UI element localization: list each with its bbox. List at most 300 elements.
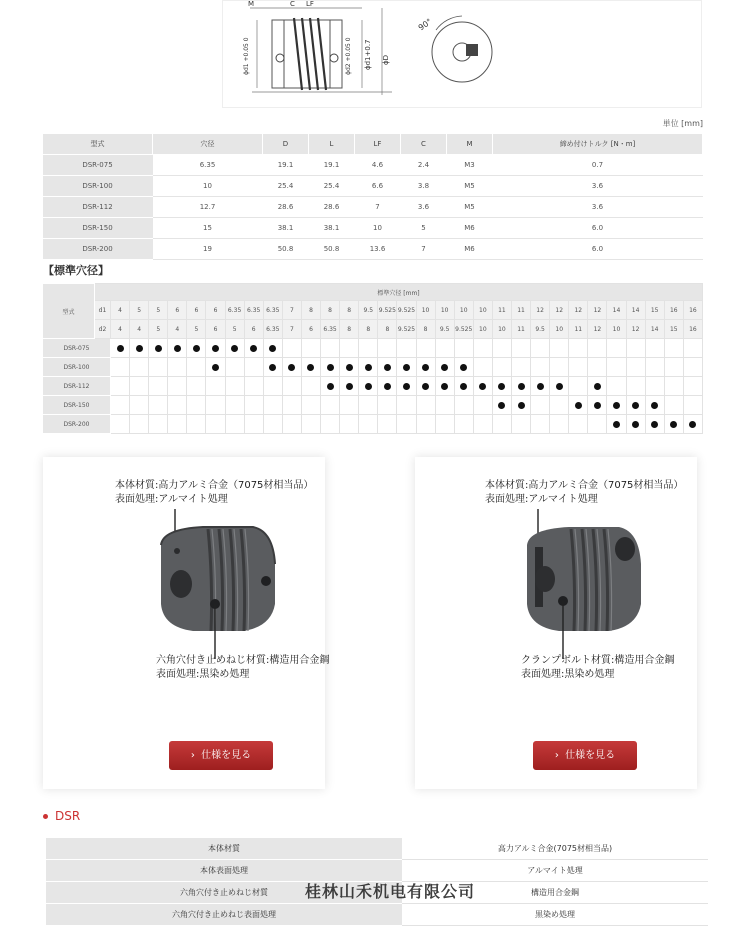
bore-cell [111, 358, 130, 377]
bore-cell [340, 358, 359, 377]
spec-cell: 6.35 [153, 155, 263, 176]
bore-cell [531, 358, 550, 377]
bore-cell [225, 415, 244, 434]
bore-d1-value: 12 [588, 301, 607, 320]
bore-cell [626, 415, 645, 434]
spec-cell: 5 [401, 218, 447, 239]
bore-d1-value: 12 [569, 301, 588, 320]
bore-d2-value: 16 [683, 320, 702, 339]
bore-cell [244, 339, 263, 358]
bore-cell [607, 377, 626, 396]
bore-d1-label: d1 [95, 301, 111, 320]
bore-cell [168, 339, 187, 358]
bore-d2-value: 8 [359, 320, 378, 339]
bore-cell [492, 358, 511, 377]
bore-d2-value: 8 [378, 320, 397, 339]
bore-cell [550, 415, 569, 434]
bore-cell [435, 339, 454, 358]
bore-cell [683, 396, 702, 415]
bore-cell [492, 415, 511, 434]
bore-d1-value: 9.525 [378, 301, 397, 320]
spec-header-0: 型式 [43, 134, 153, 155]
available-dot-icon [632, 402, 639, 409]
bore-d1-value: 12 [531, 301, 550, 320]
bore-d2-row [43, 320, 703, 339]
bore-cell [263, 396, 282, 415]
bore-d2-value: 10 [492, 320, 511, 339]
available-dot-icon [193, 345, 200, 352]
available-dot-icon [537, 383, 544, 390]
available-dot-icon [403, 383, 410, 390]
bore-cell [225, 339, 244, 358]
bore-cell [111, 415, 130, 434]
watermark-text: 桂林山禾机电有限公司 [305, 882, 476, 901]
bore-cell [130, 377, 149, 396]
table-row [43, 155, 703, 176]
spec-cell: 38.1 [309, 218, 355, 239]
bore-cell [206, 358, 225, 377]
spec-header-5: C [401, 134, 447, 155]
bore-cell [130, 415, 149, 434]
spec-cell: 6.0 [493, 218, 703, 239]
bore-d2-value: 6 [301, 320, 320, 339]
bore-cell [569, 339, 588, 358]
bore-cell [645, 377, 664, 396]
available-dot-icon [155, 345, 162, 352]
available-dot-icon [212, 364, 219, 371]
bore-d1-value: 9.525 [397, 301, 416, 320]
material-value: 黒染め処理 [402, 904, 708, 926]
bore-cell [187, 339, 206, 358]
view-spec-label-1: 仕様を見る [201, 750, 252, 761]
bore-cell [244, 377, 263, 396]
chevron-right-icon: › [190, 750, 195, 761]
bore-d1-value: 9.5 [359, 301, 378, 320]
spec-cell: 3.6 [493, 197, 703, 218]
bore-cell [588, 377, 607, 396]
bore-d2-value: 6 [244, 320, 263, 339]
bore-cell [340, 415, 359, 434]
spec-cell: 13.6 [355, 239, 401, 260]
bore-d1-value: 14 [626, 301, 645, 320]
bore-cell [225, 377, 244, 396]
bore-d1-value: 10 [435, 301, 454, 320]
bore-cell [550, 377, 569, 396]
label-d1-plus: ϕd1+0.7 [364, 39, 372, 70]
bore-cell [550, 358, 569, 377]
bore-d1-value: 15 [645, 301, 664, 320]
bore-cell [130, 339, 149, 358]
bore-cell [473, 339, 492, 358]
table-row [43, 396, 703, 415]
bore-d1-value: 12 [550, 301, 569, 320]
bore-cell [378, 396, 397, 415]
bore-cell [397, 339, 416, 358]
spec-cell: 4.6 [355, 155, 401, 176]
available-dot-icon [479, 383, 486, 390]
view-spec-label-2: 仕様を見る [565, 750, 616, 761]
bore-cell [168, 396, 187, 415]
available-dot-icon [307, 364, 314, 371]
spec-cell: 3.6 [493, 176, 703, 197]
spec-cell: 0.7 [493, 155, 703, 176]
bore-cell [321, 339, 340, 358]
bore-cell [206, 415, 225, 434]
bore-d1-value: 11 [511, 301, 530, 320]
spec-cell: M5 [447, 197, 493, 218]
bore-d2-value: 4 [130, 320, 149, 339]
bore-cell [550, 339, 569, 358]
bore-d2-value: 11 [511, 320, 530, 339]
available-dot-icon [384, 383, 391, 390]
product-panel-setscrew [43, 457, 330, 789]
body-surface-text: 表面処理:アルマイト処理 [485, 494, 598, 505]
spec-cell: 19 [153, 239, 263, 260]
bore-cell [301, 358, 320, 377]
view-spec-button-2[interactable] [533, 741, 637, 770]
bore-cell [397, 396, 416, 415]
bore-cell [435, 415, 454, 434]
unit-label: 単位 [mm] [662, 119, 703, 128]
bore-cell [263, 377, 282, 396]
spec-cell: 12.7 [153, 197, 263, 218]
available-dot-icon [231, 345, 238, 352]
coupling-clamp-image [523, 509, 653, 659]
bore-cell [531, 377, 550, 396]
bore-cell [340, 377, 359, 396]
spec-cell: 3.6 [401, 197, 447, 218]
table-row [43, 377, 703, 396]
bore-cell [397, 377, 416, 396]
spec-cell: 28.6 [263, 197, 309, 218]
bore-d2-value: 4 [168, 320, 187, 339]
chevron-right-icon: › [554, 750, 559, 761]
bore-d2-value: 11 [569, 320, 588, 339]
spec-cell: 50.8 [309, 239, 355, 260]
spec-header-4: LF [355, 134, 401, 155]
bore-d1-value: 16 [664, 301, 683, 320]
material-value: 高力アルミ合金(7075材相当品) [402, 838, 708, 860]
available-dot-icon [670, 421, 677, 428]
bore-cell [531, 339, 550, 358]
bore-d1-value: 6 [187, 301, 206, 320]
available-dot-icon [384, 364, 391, 371]
spec-cell: DSR-075 [43, 155, 153, 176]
spec-cell: DSR-100 [43, 176, 153, 197]
material-key: 六角穴付き止めねじ材質 [46, 882, 402, 904]
spec-cell: 19.1 [309, 155, 355, 176]
available-dot-icon [288, 364, 295, 371]
view-spec-button-1[interactable] [169, 741, 273, 770]
bore-cell [378, 415, 397, 434]
spec-header-7: 締め付けトルク [N・m] [493, 134, 703, 155]
material-value: アルマイト処理 [402, 860, 708, 882]
bore-cell [511, 377, 530, 396]
bore-cell [378, 358, 397, 377]
screw-material-text: 六角穴付き止めねじ材質:構造用合金鋼 [156, 655, 330, 666]
bore-d2-value: 8 [340, 320, 359, 339]
bore-cell [282, 396, 301, 415]
bore-cell [111, 396, 130, 415]
bore-cell [683, 339, 702, 358]
bore-d2-value: 5 [187, 320, 206, 339]
bore-d1-value: 6.35 [263, 301, 282, 320]
bore-cell [435, 396, 454, 415]
bore-cell [149, 377, 168, 396]
bore-cell [416, 396, 435, 415]
bore-d2-value: 9.5 [435, 320, 454, 339]
label-d: ϕD [382, 54, 390, 65]
bore-cell [492, 339, 511, 358]
label-c: C [290, 0, 295, 8]
bore-cell [454, 396, 473, 415]
available-dot-icon [613, 402, 620, 409]
bore-d2-value: 9.5 [531, 320, 550, 339]
bore-cell [569, 415, 588, 434]
bore-d2-value: 15 [664, 320, 683, 339]
bore-cell [225, 396, 244, 415]
bore-d2-value: 8 [416, 320, 435, 339]
available-dot-icon [651, 421, 658, 428]
bore-d2-value: 12 [626, 320, 645, 339]
bore-cell [301, 396, 320, 415]
available-dot-icon [117, 345, 124, 352]
available-dot-icon [594, 383, 601, 390]
bore-cell [531, 415, 550, 434]
spec-cell: 2.4 [401, 155, 447, 176]
bore-cell [263, 415, 282, 434]
material-key: 本体材質 [46, 838, 402, 860]
bore-cell [454, 339, 473, 358]
available-dot-icon [327, 383, 334, 390]
bore-cell [282, 339, 301, 358]
spec-cell: 25.4 [309, 176, 355, 197]
bore-d1-value: 10 [454, 301, 473, 320]
available-dot-icon [346, 383, 353, 390]
spec-header-2: D [263, 134, 309, 155]
spec-cell: 10 [355, 218, 401, 239]
spec-cell: 6.0 [493, 239, 703, 260]
bore-cell [263, 339, 282, 358]
available-dot-icon [365, 364, 372, 371]
bore-d2-value: 9.525 [397, 320, 416, 339]
bore-d2-value: 7 [282, 320, 301, 339]
bore-cell [473, 415, 492, 434]
bore-d2-value: 9.525 [454, 320, 473, 339]
available-dot-icon [422, 364, 429, 371]
bore-cell [244, 358, 263, 377]
bore-d1-value: 6.35 [225, 301, 244, 320]
bore-cell [607, 415, 626, 434]
table-row [43, 339, 703, 358]
bore-table [42, 283, 703, 434]
spec-cell: DSR-112 [43, 197, 153, 218]
available-dot-icon [460, 383, 467, 390]
bore-cell [645, 396, 664, 415]
available-dot-icon [269, 364, 276, 371]
spec-cell: 28.6 [309, 197, 355, 218]
spec-cell: 3.8 [401, 176, 447, 197]
bore-cell [321, 415, 340, 434]
bore-d2-value: 6.35 [263, 320, 282, 339]
bore-cell [626, 339, 645, 358]
bore-cell [473, 396, 492, 415]
available-dot-icon [441, 383, 448, 390]
bore-d1-value: 14 [607, 301, 626, 320]
bore-cell [664, 377, 683, 396]
bore-cell [149, 358, 168, 377]
available-dot-icon [498, 383, 505, 390]
bore-model-cell: DSR-112 [43, 377, 111, 396]
bore-cell [359, 358, 378, 377]
bore-cell [130, 358, 149, 377]
bore-cell [282, 377, 301, 396]
bore-cell [263, 358, 282, 377]
bore-cell [187, 415, 206, 434]
bore-cell [321, 377, 340, 396]
dsr-section-title [43, 809, 80, 823]
table-row [43, 218, 703, 239]
bore-cell [378, 339, 397, 358]
bore-cell [225, 358, 244, 377]
bore-cell [492, 377, 511, 396]
bore-cell [359, 339, 378, 358]
label-angle: 90° [416, 16, 434, 33]
bore-d2-value: 14 [645, 320, 664, 339]
bore-model-cell: DSR-100 [43, 358, 111, 377]
bore-cell [168, 358, 187, 377]
spec-cell: 38.1 [263, 218, 309, 239]
available-dot-icon [250, 345, 257, 352]
spec-table [42, 133, 703, 260]
spec-cell: 19.1 [263, 155, 309, 176]
bore-cell [588, 396, 607, 415]
bore-model-header: 型式 [43, 284, 95, 339]
bore-cell [187, 358, 206, 377]
bore-cell [301, 415, 320, 434]
table-row [43, 358, 703, 377]
bore-cell [492, 396, 511, 415]
bore-section-title: 【標準穴径】 [43, 264, 109, 277]
spec-header-6: M [447, 134, 493, 155]
bore-cell [416, 358, 435, 377]
body-material-text: 本体材質:高力アルミ合金（7075材相当品） [115, 480, 314, 491]
bore-cell [664, 396, 683, 415]
bore-d1-value: 6 [206, 301, 225, 320]
bore-cell [645, 339, 664, 358]
bore-cell [187, 377, 206, 396]
bore-cell [168, 377, 187, 396]
available-dot-icon [212, 345, 219, 352]
spec-cell: 50.8 [263, 239, 309, 260]
available-dot-icon [613, 421, 620, 428]
bore-cell [626, 377, 645, 396]
bore-cell [511, 358, 530, 377]
bore-cell [397, 415, 416, 434]
bore-cell [511, 396, 530, 415]
bore-cell [187, 396, 206, 415]
available-dot-icon [689, 421, 696, 428]
bore-cell [149, 396, 168, 415]
bore-d1-value: 10 [416, 301, 435, 320]
spec-cell: M5 [447, 176, 493, 197]
spec-cell: 10 [153, 176, 263, 197]
body-surface-text: 表面処理:アルマイト処理 [115, 494, 228, 505]
spec-header-row [43, 134, 703, 155]
bullet-icon [43, 814, 48, 819]
bore-d1-value: 6.35 [244, 301, 263, 320]
available-dot-icon [269, 345, 276, 352]
table-row [43, 415, 703, 434]
bore-cell [397, 358, 416, 377]
bore-cell [435, 358, 454, 377]
spec-header-1: 穴径 [153, 134, 263, 155]
bore-cell [168, 415, 187, 434]
available-dot-icon [346, 364, 353, 371]
spec-cell: M6 [447, 218, 493, 239]
spec-cell: 6.6 [355, 176, 401, 197]
available-dot-icon [594, 402, 601, 409]
available-dot-icon [518, 383, 525, 390]
label-d2: ϕd2 +0.05 0 [345, 37, 352, 75]
bore-cell [111, 339, 130, 358]
screw-surface-text: 表面処理:黒染め処理 [156, 669, 250, 680]
table-row [46, 904, 708, 926]
available-dot-icon [460, 364, 467, 371]
bore-cell [454, 358, 473, 377]
available-dot-icon [518, 402, 525, 409]
product-panel-clamp [415, 457, 697, 789]
bore-cell [244, 396, 263, 415]
coupling-setscrew-image [153, 509, 283, 659]
spec-cell: M3 [447, 155, 493, 176]
available-dot-icon [632, 421, 639, 428]
bore-cell [511, 339, 530, 358]
bore-cell [416, 339, 435, 358]
bore-cell [149, 339, 168, 358]
bore-cell [683, 415, 702, 434]
material-value: 構造用合金鋼 [402, 882, 708, 904]
bore-cell [607, 358, 626, 377]
bore-cell [206, 396, 225, 415]
table-row [46, 838, 708, 860]
clamp-bolt-material-text: クランプボルト材質:構造用合金鋼 [521, 655, 675, 666]
bore-d2-value: 6.35 [321, 320, 340, 339]
bore-cell [244, 415, 263, 434]
available-dot-icon [556, 383, 563, 390]
bore-cell [282, 358, 301, 377]
bore-d1-value: 11 [492, 301, 511, 320]
body-material-text: 本体材質:高力アルミ合金（7075材相当品） [485, 480, 684, 491]
bore-d1-value: 6 [168, 301, 187, 320]
dsr-title-text: DSR [55, 809, 81, 823]
available-dot-icon [403, 364, 410, 371]
bore-cell [435, 377, 454, 396]
bore-cell [301, 377, 320, 396]
spec-cell: 25.4 [263, 176, 309, 197]
dimension-drawing [222, 0, 702, 108]
bore-model-cell: DSR-150 [43, 396, 111, 415]
bore-d1-value: 8 [321, 301, 340, 320]
bore-cell [416, 377, 435, 396]
bore-cell [569, 396, 588, 415]
bore-d1-value: 7 [282, 301, 301, 320]
bore-d1-row [43, 301, 703, 320]
label-lf: LF [306, 0, 314, 8]
bore-d2-label: d2 [95, 320, 111, 339]
available-dot-icon [136, 345, 143, 352]
available-dot-icon [441, 364, 448, 371]
